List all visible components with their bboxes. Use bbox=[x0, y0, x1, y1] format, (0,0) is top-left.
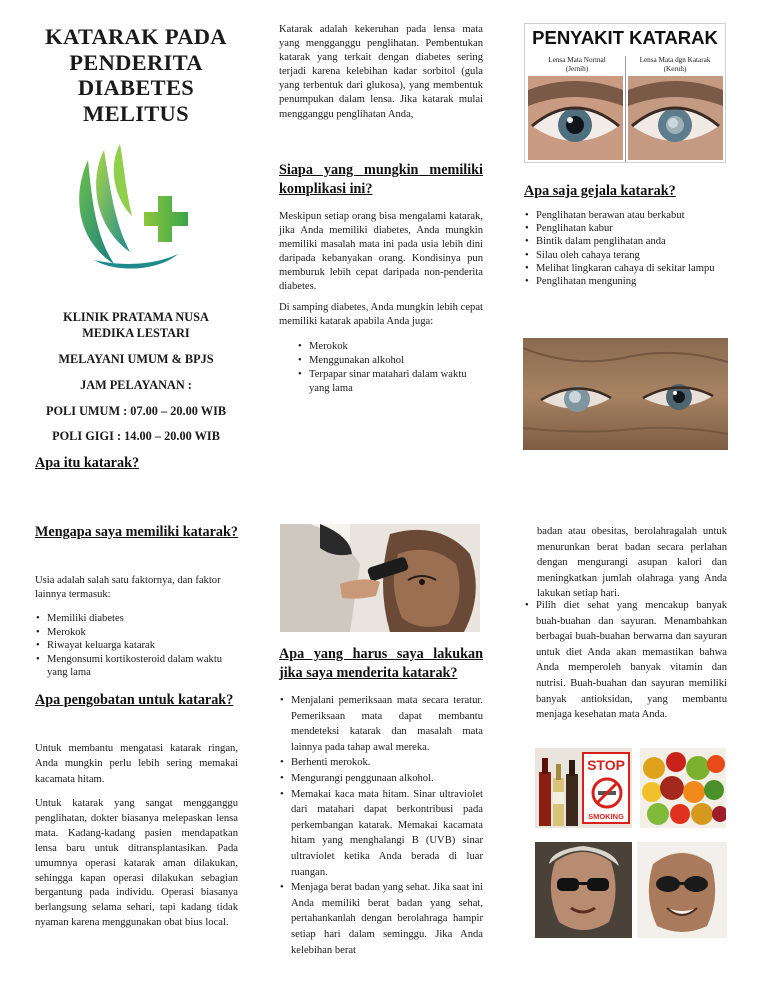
title-line: DIABETES bbox=[77, 75, 195, 100]
list-item: • Bintik dalam penglihatan anda bbox=[524, 235, 728, 248]
cataract-comparison-image bbox=[524, 23, 726, 163]
brochure-title bbox=[30, 24, 242, 126]
heading-why-cataract: Mengapa saya memiliki katarak? bbox=[35, 524, 238, 540]
list-item: • Merokok bbox=[297, 340, 484, 354]
list-item: • Merokok bbox=[35, 626, 238, 640]
list-item: • Berhenti merokok. bbox=[279, 755, 483, 771]
comparison-title: PENYAKIT KATARAK bbox=[532, 27, 718, 48]
label-line: (Keruh) bbox=[663, 64, 687, 73]
clinic-name-line: KLINIK PRATAMA NUSA bbox=[63, 310, 209, 324]
list-item: • Memakai kaca mata hitam. Sinar ultraviolet dari matahari dapat berkontribusi pada perkembangan katarak. Memakai kacamata hitam yang menghalangi B (UVB) sinar ultraviolet ketika Anda berada di luar ruangan. bbox=[279, 787, 483, 881]
risk-list bbox=[297, 340, 484, 396]
heading-symptoms: Apa saja gejala katarak? bbox=[524, 183, 676, 199]
fruits-vegetables-photo bbox=[640, 748, 726, 828]
elderly-cataract-eyes-photo bbox=[523, 338, 728, 450]
elderly-man-sunglasses-photo bbox=[637, 842, 727, 938]
stop-sign bbox=[582, 752, 630, 824]
cataract-eye-photo bbox=[628, 76, 723, 160]
list-item: • Riwayat keluarga katarak bbox=[35, 639, 238, 653]
intro-paragraph: Katarak adalah kekeruhan pada lensa mata yang mengganggu penglihatan. Pembentukan katarak yang terkait dengan diabetes sering terjadi karena kelebihan kadar sorbitol (gula yang terbentuk dari glukosa), yang membentuk penumpukan dalam lensa. Jika katarak mulai mengganggu penglihatan Anda, bbox=[279, 24, 483, 120]
label-cataract bbox=[627, 56, 723, 73]
list-item: • Penglihatan kabur bbox=[524, 222, 728, 235]
heading-treatment: Apa pengobatan untuk katarak? bbox=[35, 692, 234, 708]
heading-what-is-cataract: Apa itu katarak? bbox=[35, 455, 140, 471]
hours-general: POLI UMUM : 07.00 – 20.00 WIB bbox=[45, 404, 227, 418]
eye-examination-photo bbox=[280, 524, 480, 632]
list-item: • Melihat lingkaran cahaya di sekitar lampu bbox=[524, 262, 728, 275]
list-item: • Silau oleh cahaya terang bbox=[524, 249, 728, 262]
clinic-name bbox=[30, 309, 242, 341]
list-item: • Mengurangi penggunaan alkohol. bbox=[279, 771, 483, 787]
who-paragraph-1: Meskipun setiap orang bisa mengalami katarak, jika Anda memiliki diabetes, Anda mungkin memiliki masalah mata ini pada usia lebih dini daripada kebanyakan orang. Kondisinya pun memburuk lebih cepat daripada non-penderita diabetes. bbox=[279, 211, 483, 293]
label-line: Lensa Mata dgn Katarak bbox=[639, 56, 711, 64]
symptom-list bbox=[524, 209, 728, 288]
title-line: KATARAK PADA bbox=[45, 24, 227, 49]
list-item: • Penglihatan berawan atau berkabut bbox=[524, 209, 728, 222]
stop-sign-text: STOP bbox=[587, 757, 625, 773]
hours-label: JAM PELAYANAN : bbox=[80, 378, 192, 392]
title-line: MELITUS bbox=[83, 100, 189, 126]
no-smoking-icon bbox=[590, 776, 624, 810]
list-item: • Pilih diet sehat yang mencakup banyak buah-buahan dan sayuran. Menambahkan berbagai buah-buahan berwarna dan sayuran untuk diet Anda akan memastikan bahwa Anda memperoleh banyak vitamin dan nutrisi. Buah-buahan dan sayuran memiliki banyak antioksidan, yang membantu menjaga kesehatan mata Anda. bbox=[524, 598, 727, 723]
label-line: Lensa Mata Normal bbox=[548, 56, 606, 64]
divider bbox=[625, 56, 626, 162]
who-paragraph-2: Di samping diabetes, Anda mungkin lebih cepat memiliki katarak apabila Anda juga: bbox=[279, 302, 483, 328]
label-line: (Jernih) bbox=[565, 64, 589, 73]
why-list bbox=[35, 612, 238, 680]
hours-dental: POLI GIGI : 14.00 – 20.00 WIB bbox=[52, 429, 220, 443]
label-normal bbox=[529, 56, 625, 73]
smoking-sign-text: SMOKING bbox=[588, 812, 624, 821]
list-item: • Mengonsumi kortikosteroid dalam waktu yang lama bbox=[35, 653, 238, 680]
why-paragraph: Usia adalah salah satu faktornya, dan faktor lainnya termasuk: bbox=[35, 575, 221, 601]
elderly-woman-sunglasses-photo bbox=[535, 842, 632, 938]
heading-what-to-do: Apa yang harus saya lakukan jika saya menderita katarak? bbox=[279, 646, 483, 681]
list-item: • Menjaga berat badan yang sehat. Jika saat ini Anda memiliki berat badan yang sehat, pertahankanlah dengan berolahraga hampir setiap hari dalam seminggu. Jika Anda kelebihan berat bbox=[279, 880, 483, 958]
list-item: • Memiliki diabetes bbox=[35, 612, 238, 626]
clinic-name-line: MEDIKA LESTARI bbox=[82, 326, 190, 340]
title-line: PENDERITA bbox=[69, 49, 203, 75]
list-item: • Penglihatan menguning bbox=[524, 275, 728, 288]
clinic-logo bbox=[74, 142, 200, 274]
treatment-paragraph-1: Untuk membantu mengatasi katarak ringan, Anda mungkin perlu lebih sering memakai kacamata hitam. bbox=[35, 743, 238, 785]
continued-paragraph: badan atau obesitas, berolahragalah untuk menurunkan berat badan secara perlahan dengan mengurangi asupan kalori dan meningkatkan jumlah olahraga yang Anda lakukan setiap hari. bbox=[537, 526, 727, 600]
treatment-paragraph-2: Untuk katarak yang sangat mengganggu penglihatan, dokter biasanya melepaskan lensa mata. Kadang-kadang pasien mendapatkan lensa baru untuk ditransplantasikan. Pada umumnya operasi katarak aman dilakukan, sehingga kapan operasi dilakukan sebagian bergantung pada individu. Operasi biasanya berlangsung selama sehari, tapi kadang tidak nyaman karena menggunakan obat bius local. bbox=[35, 798, 238, 929]
no-smoking-alcohol-image bbox=[535, 748, 632, 828]
normal-eye-photo bbox=[528, 76, 623, 160]
action-list bbox=[279, 693, 483, 958]
list-item: • Menggunakan alkohol bbox=[297, 354, 484, 368]
heading-who-at-risk: Siapa yang mungkin memiliki komplikasi ini? bbox=[279, 162, 483, 197]
list-item: • Terpapar sinar matahari dalam waktu yang lama bbox=[297, 368, 484, 396]
diet-list bbox=[524, 598, 727, 723]
service-info: MELAYANI UMUM & BPJS bbox=[58, 352, 214, 366]
list-item: • Menjalani pemeriksaan mata secara teratur. Pemeriksaan mata dapat membantu mendeteksi katarak dan masalah mata lainnya pada tahap awal mereka. bbox=[279, 693, 483, 755]
